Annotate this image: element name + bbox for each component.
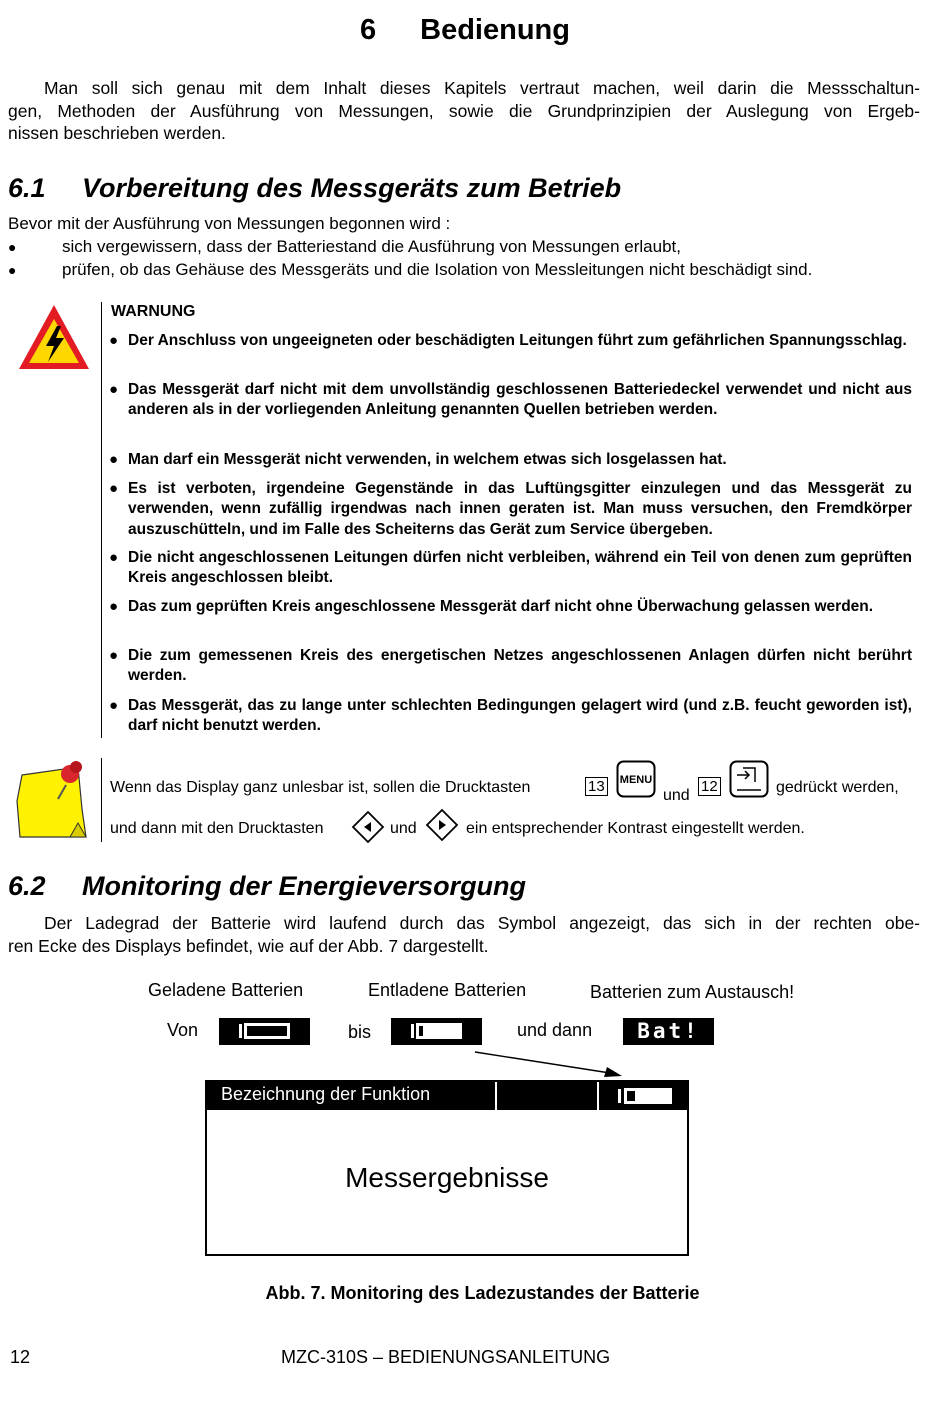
high-voltage-warning-icon [16, 302, 92, 372]
pointer-arrow [470, 1046, 630, 1082]
warning-item-text: Man darf ein Messgerät nicht verwenden, in welchem etwas sich losgelassen hat. [128, 451, 727, 468]
warning-item [109, 597, 912, 617]
bullet-dot: ● [109, 647, 119, 664]
warning-item [109, 331, 912, 351]
note-line-1-end: gedrückt werden, [776, 779, 899, 796]
chapter-title-text: Bedienung [420, 14, 570, 46]
bullet-dot: ● [8, 239, 17, 255]
intro-line: gen, Methoden der Ausführung von Messungen, sowie die Grundprinzipien der Auslegung von Ergeb- [8, 100, 920, 121]
warning-item [109, 479, 912, 540]
section-title: Vorbereitung des Messgeräts zum Betrieb [82, 173, 622, 203]
key-12-number [698, 777, 721, 796]
chapter-title [0, 14, 930, 47]
bullet-dot: ● [109, 381, 119, 398]
note-und: und [663, 787, 690, 804]
note-line-2-end: ein entsprechender Kontrast eingestellt werden. [466, 820, 805, 837]
device-display [205, 1080, 689, 1256]
intro-line: Man soll sich genau mit dem Inhalt dieses Kapitels vertraut machen, weil darin die Messschaltun- [44, 78, 920, 98]
bullet-item [8, 236, 928, 258]
display-battery-icon [624, 1088, 672, 1104]
footer-title: MZC-310S – BEDIENUNGSANLEITUNG [281, 1347, 611, 1367]
display-function-name: Bezeichnung der Funktion [221, 1084, 431, 1104]
bullet-dot: ● [109, 451, 119, 468]
section-heading-6-2 [8, 871, 526, 902]
display-separator [597, 1082, 599, 1110]
warning-item [109, 450, 912, 470]
display-separator [495, 1082, 497, 1110]
display-battery-tip [618, 1089, 621, 1103]
intro-paragraph [8, 77, 920, 145]
warning-item-text: Die zum gemessenen Kreis des energetischen Netzes angeschlossenen Anlagen dürfen nicht berührt werden. [128, 647, 912, 685]
display-header [207, 1082, 687, 1110]
warning-item-text: Das Messgerät darf nicht mit dem unvollständig geschlossenen Batteriedeckel verwendet und nicht aus anderen als in der vorliegenden Anleitung genannten Quellen betrieben werden. [128, 381, 912, 419]
sticky-note-pin-icon [14, 757, 96, 841]
label-von: Von [167, 1020, 199, 1040]
bullet-text: prüfen, ob das Gehäuse des Messgeräts und die Isolation von Messleitungen nicht beschädigt sind. [62, 260, 813, 279]
bullet-text: sich vergewissern, dass der Batteriestand die Ausführung von Messungen erlaubt, [62, 237, 681, 256]
warning-title: WARNUNG [111, 303, 196, 320]
section-heading-6-1 [8, 173, 621, 204]
label-und-dann: und dann [517, 1020, 593, 1040]
label-discharged: Entladene Batterien [368, 980, 527, 1000]
section-title: Monitoring der Energieversorgung [82, 871, 527, 901]
warning-item-text: Das zum geprüften Kreis angeschlossene Messgerät darf nicht ohne Überwachung gelassen werden. [128, 598, 874, 615]
warning-item-text: Das Messgerät, das zu lange unter schlechten Bedingungen gelagert wird (und z.B. feucht geworden ist), darf nicht benutzt werden. [128, 697, 912, 735]
left-arrow-key-icon [351, 810, 385, 844]
menu-key-icon [616, 760, 656, 798]
figure-caption: Abb. 7. Monitoring des Ladezustandes der Batterie [265, 1283, 700, 1303]
bullet-dot: ● [8, 262, 17, 278]
section-2-line: ren Ecke des Displays befindet, wie auf der Abb. 7 dargestellt. [8, 935, 489, 956]
section-number: 6.2 [8, 871, 46, 901]
bullet-item [8, 259, 928, 281]
battery-empty-icon [391, 1018, 482, 1045]
enter-key-icon [729, 760, 769, 798]
key-number-box: 13 [585, 777, 608, 796]
section-2-paragraph [8, 912, 920, 957]
bullet-dot: ● [109, 480, 119, 497]
page-number: 12 [10, 1347, 31, 1367]
section-lead: Bevor mit der Ausführung von Messungen begonnen wird : [8, 214, 451, 233]
note-line-1-text: Wenn das Display ganz unlesbar ist, sollen die Drucktasten [110, 779, 531, 796]
bullet-dot: ● [109, 549, 119, 566]
note-line-2-text: und dann mit den Drucktasten [110, 820, 324, 837]
warning-item-text: Es ist verboten, irgendeine Gegenstände in das Luftüngsgitter einzulegen und das Messgerät zu verwenden, wenn zufällig irgendwas nach innen geraten ist. Man muss versuchen, den Fremdkörper auszuschütteln, und im Falle des Scheiterns das Gerät zum Service übergeben. [128, 480, 912, 538]
note-line-2-und: und [390, 820, 417, 837]
key-number-box: 12 [698, 777, 721, 796]
warning-item-text: Die nicht angeschlossenen Leitungen dürfen nicht verbleiben, während ein Teil von denen zum geprüften Kreis angeschlossen bleibt. [128, 549, 912, 587]
label-charged: Geladene Batterien [148, 980, 304, 1000]
chapter-number: 6 [360, 14, 377, 46]
key-13-number [585, 777, 608, 796]
right-arrow-key-icon [425, 808, 459, 842]
bat-text: Bat! [637, 1019, 700, 1043]
bullet-dot: ● [109, 598, 119, 615]
bullet-dot: ● [109, 697, 119, 714]
warning-item [109, 646, 912, 687]
warning-item [109, 548, 912, 589]
battery-replace-icon [623, 1018, 714, 1045]
menu-key-label: MENU [619, 774, 653, 786]
section-2-line: Der Ladegrad der Batterie wird laufend durch das Symbol angezeigt, das sich in der rechten obe- [44, 913, 920, 933]
label-replace: Batterien zum Austausch! [590, 982, 795, 1002]
intro-line: nissen beschrieben werden. [8, 123, 226, 143]
battery-full-icon [219, 1018, 310, 1045]
label-bis: bis [348, 1022, 372, 1042]
bullet-dot: ● [109, 332, 119, 349]
warning-item-text: Der Anschluss von ungeeigneten oder beschädigten Leitungen führt zum gefährlichen Spannungsschlag. [128, 332, 907, 349]
warning-item [109, 696, 912, 737]
warning-item [109, 380, 912, 421]
warning-divider [101, 302, 102, 738]
note-divider [101, 758, 102, 842]
section-number: 6.1 [8, 173, 46, 203]
display-results: Messergebnisse [345, 1162, 549, 1193]
